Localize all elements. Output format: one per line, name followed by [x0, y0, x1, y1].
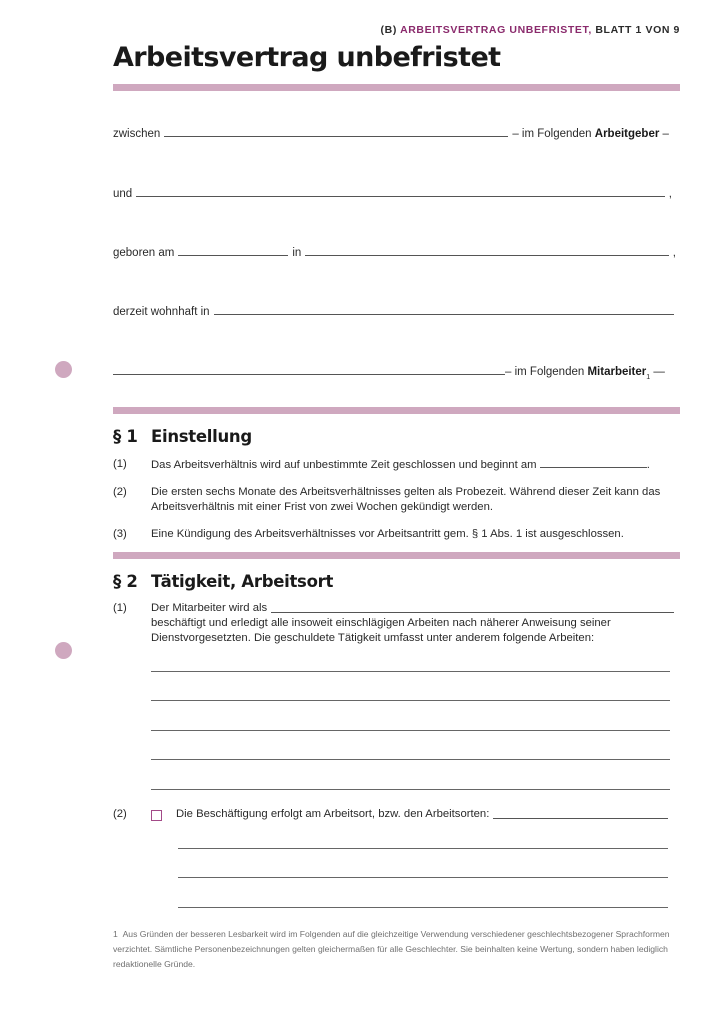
birth-place-field[interactable] — [305, 254, 668, 256]
punch-hole-top — [55, 361, 72, 378]
workplace-checkbox[interactable] — [151, 810, 162, 821]
paragraph-text: Eine Kündigung des Arbeitsverhältnisses vor Arbeitsantritt gem. § 1 Abs. 1 ist ausgeschlossen. — [151, 528, 624, 540]
employer-suffix: – im Folgenden — [512, 128, 595, 140]
paragraph-number: (1) — [113, 602, 127, 614]
workplace-field[interactable] — [493, 817, 668, 819]
employer-field[interactable] — [164, 135, 508, 137]
employer-role: Arbeitgeber — [594, 128, 660, 140]
workplace-line-1[interactable] — [178, 848, 668, 849]
page-header — [381, 24, 680, 36]
employee-name-row — [113, 188, 680, 200]
residence-row — [113, 306, 680, 318]
workplace-line-2[interactable] — [178, 877, 668, 878]
section-1-paragraph-3 — [113, 527, 680, 542]
employee-label: und — [113, 188, 133, 200]
employee-address-row: – im Folgenden Mitarbeiter 1 — — [113, 366, 680, 378]
employer-suffix-end: – — [659, 128, 669, 140]
header-page-info: BLATT 1 VON 9 — [591, 24, 680, 36]
workplace-line-3[interactable] — [178, 907, 668, 908]
paragraph-text: Die Beschäftigung erfolgt am Arbeitsort, bzw. den Arbeitsorten: — [176, 808, 490, 820]
paragraph-text: beschäftigt und erledigt alle insoweit einschlägigen Arbeiten nach näherer Anweisung seiner Dienstvorgesetzten. Die geschuldete Tätigkeit umfasst unter anderem folgende Arbeiten: — [151, 617, 611, 644]
paragraph-number: (3) — [113, 528, 127, 540]
duties-line-4[interactable] — [151, 759, 670, 760]
residence-label: derzeit wohnhaft in — [113, 306, 210, 318]
employer-row — [113, 128, 680, 140]
punch-hole-bottom — [55, 642, 72, 659]
employee-suffix: – im Folgenden — [505, 366, 588, 378]
section-divider-1 — [113, 407, 680, 414]
paragraph-number: (2) — [113, 808, 127, 820]
section-divider-2 — [113, 552, 680, 559]
section-1-paragraph-1 — [113, 457, 680, 473]
employee-role: Mitarbeiter — [587, 366, 647, 378]
birth-row — [113, 247, 680, 259]
section-2-heading — [113, 572, 333, 591]
header-doc-name: ARBEITSVERTRAG UNBEFRISTET, — [400, 24, 592, 36]
paragraph-text: Das Arbeitsverhältnis wird auf unbestimmte Zeit geschlossen und beginnt am — [151, 459, 537, 471]
section-2-paragraph-1 — [113, 601, 680, 646]
employee-suffix-end: — — [650, 366, 665, 378]
duties-line-1[interactable] — [151, 671, 670, 672]
section-2-paragraph-2 — [113, 807, 680, 822]
header-prefix: (B) — [380, 24, 401, 36]
section-1-heading — [113, 427, 252, 446]
birth-place-label: in — [292, 247, 302, 259]
paragraph-number: (2) — [113, 486, 127, 498]
job-title-field[interactable] — [271, 611, 674, 613]
duties-line-2[interactable] — [151, 700, 670, 701]
footnote — [113, 927, 683, 972]
comma: , — [672, 247, 676, 259]
section-1-paragraph-2 — [113, 485, 680, 515]
duties-line-5[interactable] — [151, 789, 670, 790]
paragraph-text-start: Der Mitarbeiter wird als — [151, 602, 268, 614]
employee-address-field[interactable] — [113, 373, 505, 375]
section-number: § 1 — [113, 427, 138, 446]
footnote-text: Aus Gründen der besseren Lesbarkeit wird im Folgenden auf die gleichzeitige Verwendung verschiedener geschlechtsbezogener Sprachformen verzichtet. Sämtliche Personenbezeichnungen gelten gleichermaßen für alle Geschlechter. Sie beinhalten keine Wertung, sondern haben lediglich redaktionelle Gründe. — [113, 929, 670, 969]
employee-name-field[interactable] — [136, 195, 665, 197]
period: . — [646, 459, 650, 471]
section-title: Einstellung — [151, 427, 252, 446]
employer-label: zwischen — [113, 128, 161, 140]
title-divider — [113, 84, 680, 91]
page-title: Arbeitsvertrag unbefristet — [113, 42, 501, 73]
section-number: § 2 — [113, 572, 138, 591]
birth-date-label: geboren am — [113, 247, 175, 259]
birth-date-field[interactable] — [178, 254, 288, 256]
residence-field[interactable] — [214, 313, 674, 315]
duties-line-3[interactable] — [151, 730, 670, 731]
footnote-number: 1 — [113, 929, 118, 939]
comma: , — [668, 188, 672, 200]
section-title: Tätigkeit, Arbeitsort — [151, 572, 334, 591]
paragraph-text: Die ersten sechs Monate des Arbeitsverhältnisses gelten als Probezeit. Während dieser Zeit kann das Arbeitsverhältnis mit einer Frist von zwei Wochen gekündigt werden. — [151, 486, 661, 513]
start-date-field[interactable] — [540, 457, 647, 468]
paragraph-number: (1) — [113, 458, 127, 470]
